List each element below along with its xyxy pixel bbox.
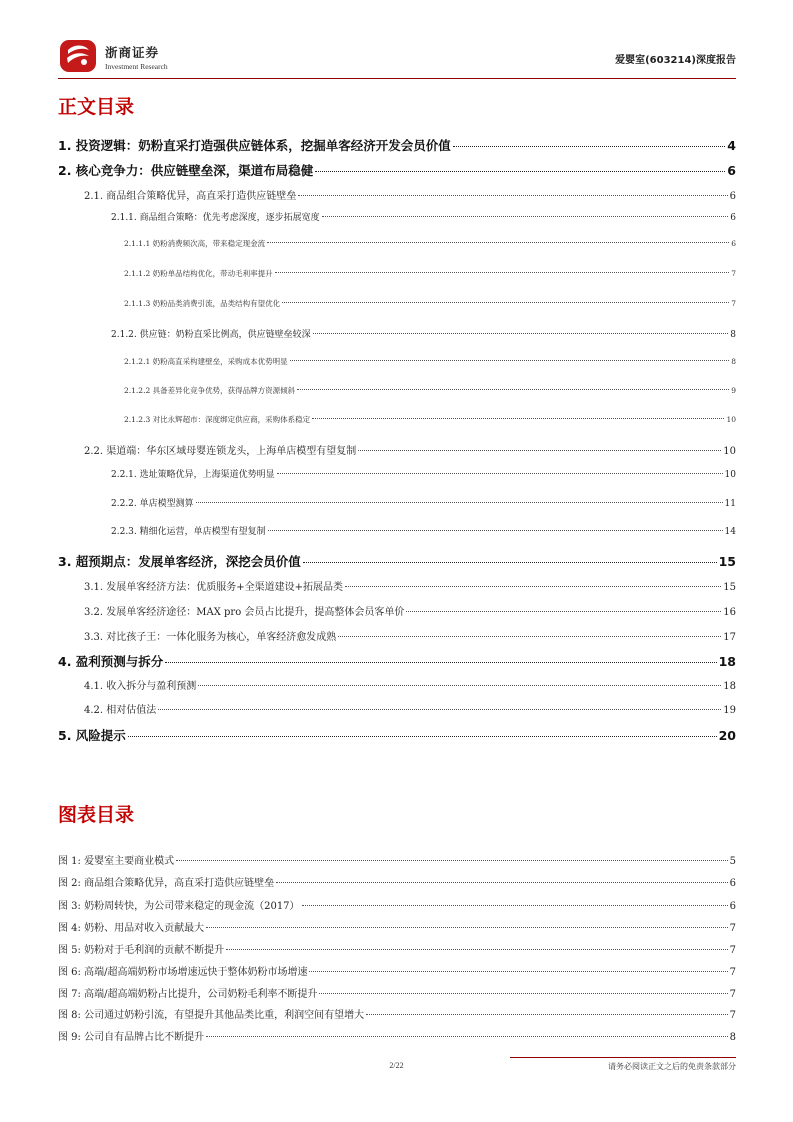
toc-entry[interactable] bbox=[58, 136, 736, 154]
toc-entry[interactable] bbox=[124, 414, 736, 425]
leader-dots bbox=[267, 242, 729, 243]
figure-entry-title: 图 7: 高端/超高端奶粉占比提升，公司奶粉毛利率不断提升 bbox=[58, 989, 318, 1000]
figure-entry[interactable] bbox=[58, 852, 736, 867]
leader-dots bbox=[275, 272, 730, 273]
toc-entry-title: 3.1. 发展单客经济方法：优质服务+全渠道建设+拓展品类 bbox=[84, 582, 344, 593]
toc-entry[interactable] bbox=[124, 238, 736, 249]
figure-entry-title: 图 3: 奶粉周转快，为公司带来稳定的现金流（2017） bbox=[58, 901, 300, 912]
leader-dots bbox=[315, 171, 725, 172]
leader-dots bbox=[226, 949, 728, 950]
page-header bbox=[58, 36, 736, 94]
page-number: 2/22 bbox=[389, 1061, 404, 1070]
leader-dots bbox=[128, 736, 717, 737]
toc-entry-page: 10 bbox=[723, 446, 736, 457]
toc-entry[interactable] bbox=[84, 603, 736, 618]
figure-entry[interactable] bbox=[58, 941, 736, 956]
toc-entry-page: 7 bbox=[731, 299, 736, 308]
leader-dots bbox=[206, 927, 728, 928]
figure-entry-title: 图 4: 奶粉、用品对收入贡献最大 bbox=[58, 923, 205, 934]
figure-entry-title: 图 9: 公司自有品牌占比不断提升 bbox=[58, 1032, 205, 1043]
toc-entry-page: 8 bbox=[730, 330, 736, 340]
toc-entry-page: 6 bbox=[727, 163, 736, 178]
leader-dots bbox=[298, 195, 727, 196]
toc-entry-page: 10 bbox=[724, 470, 736, 480]
figure-entry-title: 图 8: 公司通过奶粉引流，有望提升其他品类比重，利润空间有望增大 bbox=[58, 1010, 365, 1021]
toc-entry-title: 4. 盈利预测与拆分 bbox=[58, 654, 164, 669]
toc-entry-page: 19 bbox=[723, 705, 736, 716]
brand-name-cn: 浙商证券 bbox=[105, 45, 160, 60]
toc-entry-page: 6 bbox=[729, 191, 736, 202]
header-divider bbox=[58, 78, 736, 79]
toc-entry-title: 4.1. 收入拆分与盈利预测 bbox=[84, 681, 197, 692]
toc-entry[interactable] bbox=[84, 187, 736, 202]
toc-entry-title: 3. 超预期点：发展单客经济，深挖会员价值 bbox=[58, 554, 301, 569]
leader-dots bbox=[319, 993, 727, 994]
leader-dots bbox=[313, 333, 729, 334]
figure-entry[interactable] bbox=[58, 919, 736, 934]
figure-entry-title: 图 6: 高端/超高端奶粉市场增速远快于整体奶粉市场增速 bbox=[58, 967, 308, 978]
toc-entry-page: 4 bbox=[727, 138, 736, 153]
leader-dots bbox=[453, 146, 725, 147]
toc-entry-page: 15 bbox=[718, 554, 736, 569]
leader-dots bbox=[338, 636, 721, 637]
toc-entry-title: 2.2.1. 选址策略优异，上海渠道优势明显 bbox=[111, 470, 275, 480]
toc-entry-page: 8 bbox=[731, 357, 736, 366]
toc-entry-title: 2.2. 渠道端：华东区域母婴连锁龙头，上海单店模型有望复制 bbox=[84, 446, 357, 457]
figure-entry-title: 图 2: 商品组合策略优异，高直采打造供应链壁垒 bbox=[58, 878, 275, 889]
leader-dots bbox=[309, 971, 727, 972]
toc-entry[interactable] bbox=[58, 726, 736, 744]
figure-entry[interactable] bbox=[58, 985, 736, 1000]
toc-entry-title: 2.1.2.3 对比永辉超市：深度绑定供应商，采购体系稳定 bbox=[124, 415, 311, 424]
brand-name-en: Investment Research bbox=[105, 62, 168, 71]
figure-entry-page: 7 bbox=[729, 945, 736, 956]
leader-dots bbox=[277, 473, 723, 474]
toc-entry[interactable] bbox=[84, 628, 736, 643]
toc-entry-page: 9 bbox=[731, 386, 736, 395]
toc-entry[interactable] bbox=[84, 578, 736, 593]
toc-entry[interactable] bbox=[111, 467, 736, 480]
toc-entry-title: 2.2.3. 精细化运营，单店模型有望复制 bbox=[111, 527, 266, 537]
figures-heading: 图表目录 bbox=[58, 804, 135, 826]
figure-entry-page: 7 bbox=[729, 967, 736, 978]
toc-entry-page: 15 bbox=[723, 582, 736, 593]
toc-entry-title: 2.2.2. 单店模型测算 bbox=[111, 499, 194, 509]
leader-dots bbox=[206, 1036, 728, 1037]
leader-dots bbox=[276, 882, 728, 883]
leader-dots bbox=[268, 530, 723, 531]
toc-entry-title: 2.1.2.1 奶粉高直采构建壁垒，采购成本优势明显 bbox=[124, 357, 288, 366]
toc-entry-page: 18 bbox=[723, 681, 736, 692]
toc-entry-page: 14 bbox=[724, 527, 736, 537]
toc-entry-title: 3.3. 对比孩子王：一体化服务为核心，单客经济愈发成熟 bbox=[84, 632, 337, 643]
figure-entry-page: 7 bbox=[729, 1010, 736, 1021]
toc-entry-title: 2. 核心竞争力：供应链壁垒深，渠道布局稳健 bbox=[58, 163, 314, 178]
figure-entry-page: 6 bbox=[729, 878, 736, 889]
toc-entry-page: 10 bbox=[726, 415, 736, 424]
toc-entry[interactable] bbox=[111, 327, 736, 340]
figure-entry-title: 图 1: 爱婴室主要商业模式 bbox=[58, 856, 175, 867]
toc-entry-page: 7 bbox=[731, 269, 736, 278]
leader-dots bbox=[322, 216, 729, 217]
toc-entry-title: 4.2. 相对估值法 bbox=[84, 705, 157, 716]
toc-entry[interactable] bbox=[84, 677, 736, 692]
toc-entry[interactable] bbox=[84, 701, 736, 716]
toc-entry[interactable] bbox=[58, 552, 736, 570]
leader-dots bbox=[198, 685, 721, 686]
leader-dots bbox=[358, 450, 721, 451]
toc-entry[interactable] bbox=[111, 496, 736, 509]
zheshang-logo-icon bbox=[58, 36, 98, 76]
toc-entry[interactable] bbox=[124, 356, 736, 367]
figure-entry-page: 5 bbox=[729, 856, 736, 867]
leader-dots bbox=[406, 611, 721, 612]
leader-dots bbox=[366, 1014, 728, 1015]
toc-entry-title: 2.1.2.2 具备差异化竞争优势，获得品牌方资源倾斜 bbox=[124, 386, 296, 395]
toc-entry[interactable] bbox=[111, 210, 736, 223]
figure-entry[interactable] bbox=[58, 897, 736, 912]
figure-entry[interactable] bbox=[58, 1028, 736, 1043]
toc-entry-title: 2.1.1. 商品组合策略：优先考虑深度，逐步拓展宽度 bbox=[111, 213, 320, 223]
toc-entry[interactable] bbox=[58, 652, 736, 670]
leader-dots bbox=[297, 389, 729, 390]
figure-entry[interactable] bbox=[58, 963, 736, 978]
disclaimer: 请务必阅读正文之后的免责条款部分 bbox=[608, 1062, 736, 1071]
toc-entry[interactable] bbox=[58, 161, 736, 179]
toc-entry-page: 17 bbox=[723, 632, 736, 643]
figure-entry-page: 6 bbox=[729, 901, 736, 912]
toc-entry[interactable] bbox=[124, 298, 736, 309]
figure-entry[interactable] bbox=[58, 1006, 736, 1021]
leader-dots bbox=[282, 302, 729, 303]
toc-entry[interactable] bbox=[111, 524, 736, 537]
toc-entry-page: 20 bbox=[718, 728, 736, 743]
toc-entry-page: 6 bbox=[731, 239, 736, 248]
toc-entry-page: 18 bbox=[718, 654, 736, 669]
toc-entry-title: 2.1.2. 供应链：奶粉直采比例高，供应链壁垒较深 bbox=[111, 330, 311, 340]
figure-entry-title: 图 5: 奶粉对于毛利润的贡献不断提升 bbox=[58, 945, 225, 956]
figure-entry-page: 7 bbox=[729, 923, 736, 934]
leader-dots bbox=[303, 562, 717, 563]
toc-entry-title: 2.1.1.3 奶粉品类消费引流，品类结构有望优化 bbox=[124, 299, 281, 308]
toc-heading: 正文目录 bbox=[58, 96, 135, 118]
leader-dots bbox=[302, 905, 728, 906]
leader-dots bbox=[176, 860, 728, 861]
toc-entry-title: 5. 风险提示 bbox=[58, 728, 126, 743]
toc-entry-title: 2.1.1.2 奶粉单品结构优化，带动毛利率提升 bbox=[124, 269, 273, 278]
report-title: 爱婴室(603214)深度报告 bbox=[615, 55, 736, 66]
toc-entry[interactable] bbox=[84, 442, 736, 457]
toc-entry-title: 1. 投资逻辑：奶粉直采打造强供应链体系，挖掘单客经济开发会员价值 bbox=[58, 138, 451, 153]
toc-entry-title: 2.1.1.1 奶粉消费频次高，带来稳定现金流 bbox=[124, 239, 266, 248]
figure-entry-page: 8 bbox=[729, 1032, 736, 1043]
leader-dots bbox=[196, 502, 723, 503]
toc-entry[interactable] bbox=[124, 385, 736, 396]
leader-dots bbox=[165, 662, 716, 663]
footer-divider bbox=[510, 1057, 736, 1058]
leader-dots bbox=[290, 360, 730, 361]
figure-entry[interactable] bbox=[58, 874, 736, 889]
toc-entry-page: 16 bbox=[723, 607, 736, 618]
toc-entry-title: 3.2. 发展单客经济途径：MAX pro 会员占比提升，提高整体会员客单价 bbox=[84, 607, 405, 618]
toc-entry-page: 11 bbox=[724, 499, 736, 509]
figure-entry-page: 7 bbox=[729, 989, 736, 1000]
toc-entry-page: 6 bbox=[730, 213, 736, 223]
toc-entry[interactable] bbox=[124, 268, 736, 279]
leader-dots bbox=[312, 418, 724, 419]
leader-dots bbox=[158, 709, 721, 710]
toc-entry-title: 2.1. 商品组合策略优异，高直采打造供应链壁垒 bbox=[84, 191, 297, 202]
leader-dots bbox=[345, 586, 721, 587]
